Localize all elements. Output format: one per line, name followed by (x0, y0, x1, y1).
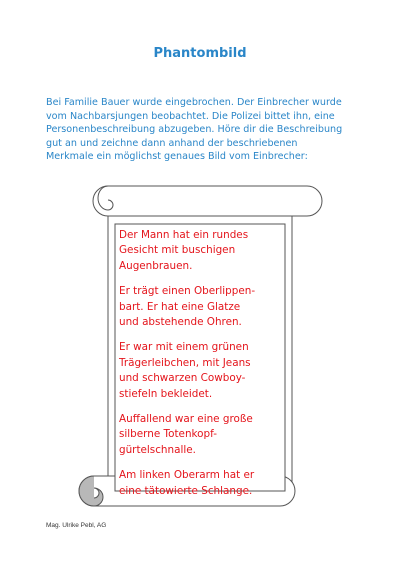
description-paragraph (119, 284, 284, 330)
description-paragraph (119, 468, 284, 499)
intro-line: Personenbeschreibung abzugeben. Höre dir die Beschreibung (46, 124, 343, 135)
description-line: Er war mit einem grünen (119, 341, 249, 354)
description-line: und abstehende Ohren. (119, 316, 242, 329)
description-line: Auffallend war eine große (119, 413, 253, 426)
description-line: und schwarzen Cowboy- (119, 372, 246, 385)
description-line: gürtelschnalle. (119, 443, 196, 456)
intro-line: gut an und zeichne dann anhand der beschriebenen (46, 137, 298, 149)
description-paragraph (119, 340, 284, 402)
description-line: eine tätowierte Schlange. (119, 484, 253, 497)
description-line: Am linken Oberarm hat er (119, 469, 255, 482)
description-paragraph (119, 412, 284, 458)
footer-author: Mag. Ulrike Pebl, AG (46, 522, 107, 529)
description-paragraph (119, 228, 284, 274)
intro-line: vom Nachbarsjungen beobachtet. Die Polizei bittet ihn, eine (46, 110, 335, 122)
intro-line: Merkmale ein möglichst genaues Bild vom Einbrecher: (46, 151, 308, 162)
description-line: Der Mann hat ein rundes (119, 229, 249, 241)
description-line: silberne Totenkopf- (119, 428, 217, 441)
page-title: Phantombild (153, 46, 247, 61)
description-text (119, 228, 284, 509)
scroll-top-roll (93, 186, 322, 216)
description-line: Er trägt einen Oberlippen- (119, 285, 256, 298)
description-line: Trägerleibchen, mit Jeans (119, 356, 251, 369)
description-line: Gesicht mit buschigen (119, 244, 236, 257)
intro-line: Bei Familie Bauer wurde eingebrochen. Der Einbrecher wurde (46, 97, 342, 108)
description-line: Augenbrauen. (119, 259, 193, 272)
description-line: bart. Er hat eine Glatze (119, 300, 241, 313)
description-line: stiefeln bekleidet. (119, 387, 213, 400)
